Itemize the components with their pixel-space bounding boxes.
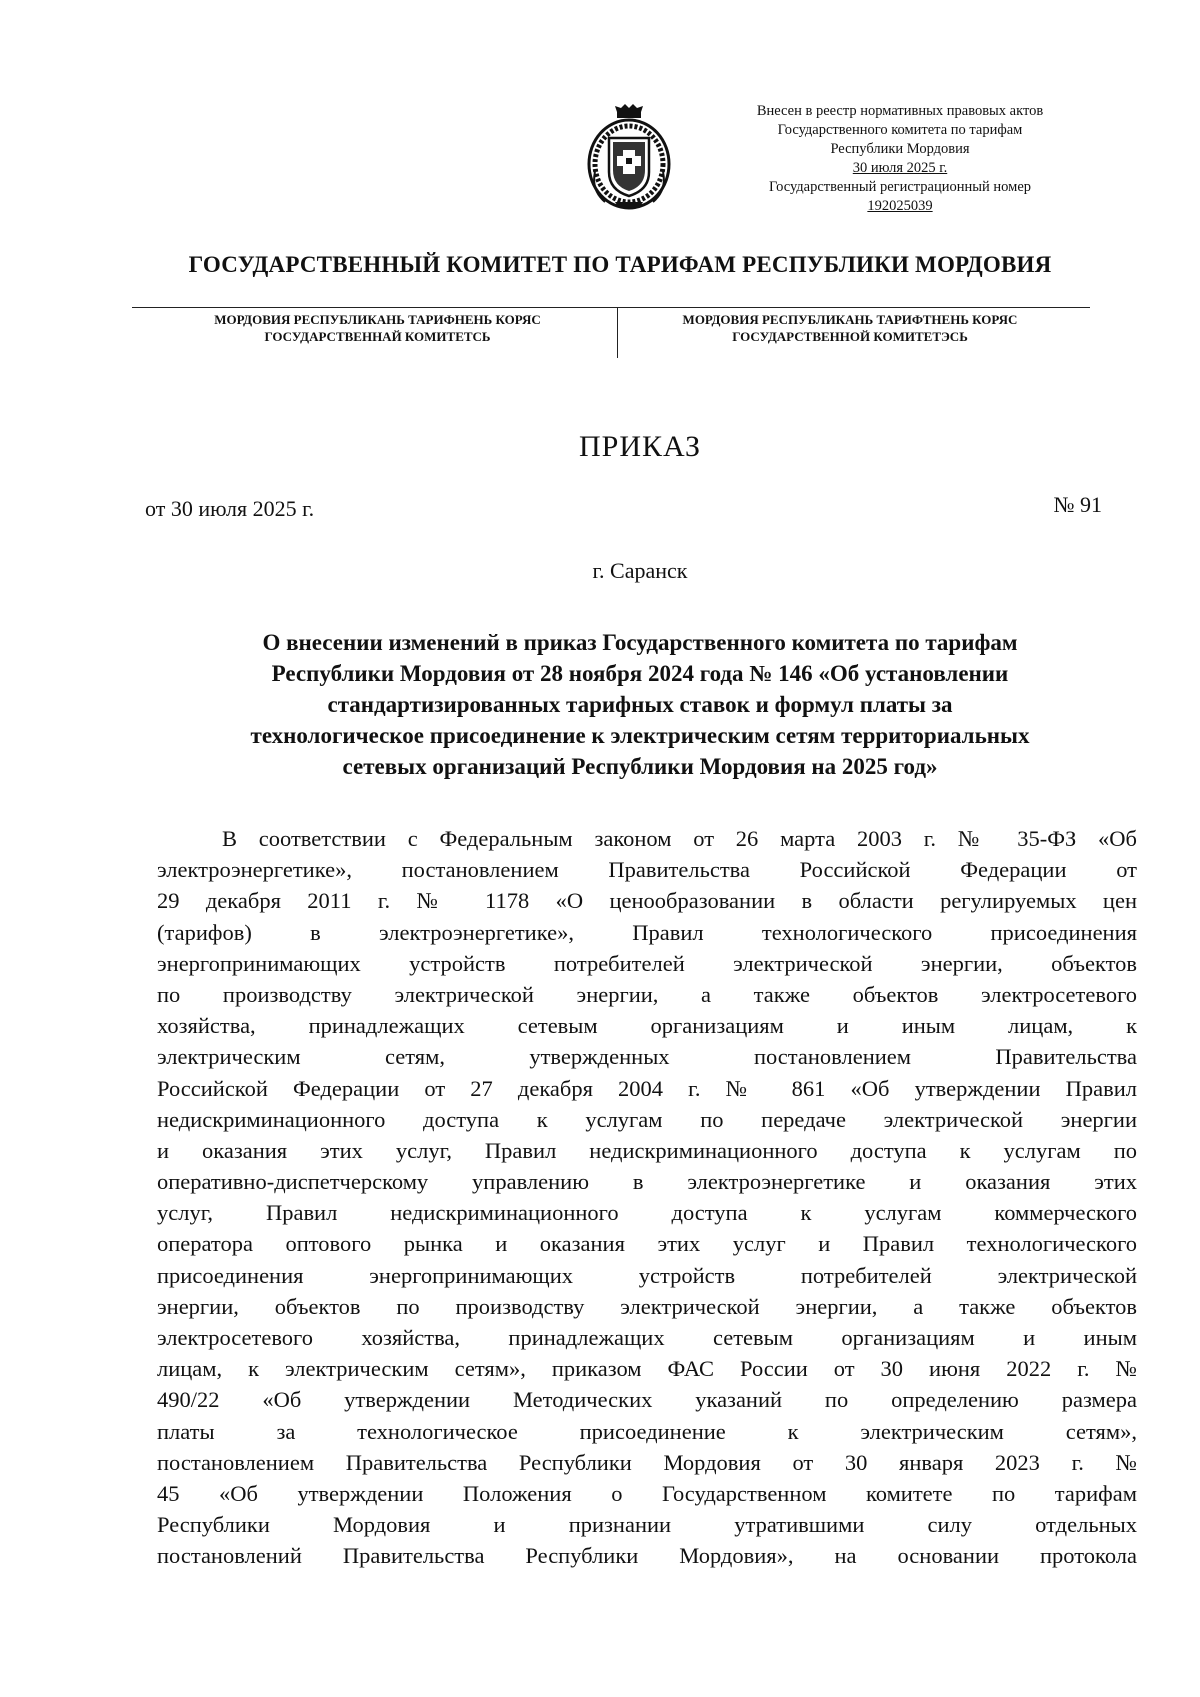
body-line: постановлением Правительства Республики Мордовия от 30 января 2023 г. № — [157, 1449, 1137, 1475]
body-line: недискриминационного доступа к услугам по передаче электрической энергии — [157, 1106, 1137, 1132]
header-rule — [132, 307, 1090, 308]
body-line: Российской Федерации от 27 декабря 2004 г. № 861 «Об утверждении Правил — [157, 1075, 1137, 1101]
committee-name-moksha — [150, 311, 605, 345]
registry-line: Республики Мордовия — [830, 141, 970, 157]
document-type: ПРИКАЗ — [579, 430, 701, 463]
committee-title: ГОСУДАРСТВЕННЫЙ КОМИТЕТ ПО ТАРИФАМ РЕСПУБЛИКИ МОРДОВИЯ — [188, 252, 1052, 277]
body-line: оператора оптового рынка и оказания этих услуг и Правил технологического — [157, 1231, 1137, 1257]
registry-line: Государственный регистрационный номер — [768, 179, 1032, 195]
heading-line: О внесении изменений в приказ Государственного комитета по тарифам — [262, 630, 1018, 655]
body-line: присоединения энергопринимающих устройств потребителей электрической — [157, 1262, 1137, 1288]
committee-name-erzya — [630, 311, 1070, 345]
body-line: услуг, Правил недискриминационного доступа к услугам коммерческого — [157, 1200, 1137, 1226]
registry-number: 192025039 — [867, 198, 933, 214]
body-line: энергопринимающих устройств потребителей электрической энергии, объектов — [157, 950, 1137, 976]
moksha-line: МОРДОВИЯ РЕСПУБЛИКАНЬ ТАРИФНЕНЬ КОРЯС — [214, 312, 541, 327]
body-line: 490/22 «Об утверждении Методических указаний по определению размера — [157, 1387, 1137, 1413]
body-line: (тарифов) в электроэнергетике», Правил технологического присоединения — [157, 919, 1137, 945]
body-line: 45 «Об утверждении Положения о Государственном комитете по тарифам — [157, 1480, 1137, 1506]
heading-line: сетевых организаций Республики Мордовия на 2025 год» — [342, 754, 938, 779]
body-line: лицам, к электрическим сетям», приказом ФАС России от 30 июня 2022 г. № — [157, 1356, 1137, 1382]
heading-line: стандартизированных тарифных ставок и формул платы за — [327, 692, 953, 717]
body-line: 29 декабря 2011 г. № 1178 «О ценообразовании в области регулируемых цен — [157, 888, 1137, 914]
body-line: оперативно-диспетчерскому управлению в электроэнергетике и оказания этих — [157, 1169, 1137, 1195]
registry-stamp — [710, 102, 1090, 216]
body-line: по производству электрической энергии, а также объектов электросетевого — [157, 981, 1137, 1007]
coat-of-arms-emblem — [585, 102, 673, 212]
moksha-line: ГОСУДАРСТВЕННАЙ КОМИТЕТСЬ — [264, 329, 491, 344]
heading-line: технологическое присоединение к электрическим сетям территориальных — [250, 723, 1030, 748]
body-line: электрическим сетям, утвержденных постановлением Правительства — [157, 1044, 1137, 1070]
body-line: и оказания этих услуг, Правил недискриминационного доступа к услугам по — [157, 1137, 1137, 1163]
erzya-line: ГОСУДАРСТВЕННОЙ КОМИТЕТЭСЬ — [732, 329, 968, 344]
body-line: Республики Мордовия и признании утратившими силу отдельных — [157, 1512, 1137, 1538]
header-divider — [617, 308, 618, 358]
document-date: от 30 июля 2025 г. — [145, 496, 315, 521]
body-line: энергии, объектов по производству электрической энергии, а также объектов — [157, 1293, 1137, 1319]
registry-line: Внесен в реестр нормативных правовых актов — [756, 103, 1044, 119]
registry-line: Государственного комитета по тарифам — [777, 122, 1023, 138]
registry-date: 30 июля 2025 г. — [852, 160, 948, 176]
erzya-line: МОРДОВИЯ РЕСПУБЛИКАНЬ ТАРИФТНЕНЬ КОРЯС — [682, 312, 1018, 327]
document-heading — [150, 627, 1130, 782]
heading-line: Республики Мордовия от 28 ноября 2024 года № 146 «Об установлении — [271, 661, 1009, 686]
body-line: постановлений Правительства Республики Мордовия», на основании протокола — [157, 1543, 1137, 1569]
document-body — [157, 823, 1137, 1572]
body-line: платы за технологическое присоединение к электрическим сетям», — [157, 1418, 1137, 1444]
document-city: г. Саранск — [592, 558, 688, 583]
document-number: № 91 — [1053, 492, 1102, 517]
body-line: электросетевого хозяйства, принадлежащих сетевым организациям и иным — [157, 1325, 1137, 1350]
body-line: хозяйства, принадлежащих сетевым организациям и иным лицам, к — [157, 1013, 1137, 1039]
body-line: электроэнергетике», постановлением Правительства Российской Федерации от — [157, 857, 1137, 883]
body-line: В соответствии с Федеральным законом от 26 марта 2003 г. № 35-ФЗ «Об — [222, 826, 1137, 851]
